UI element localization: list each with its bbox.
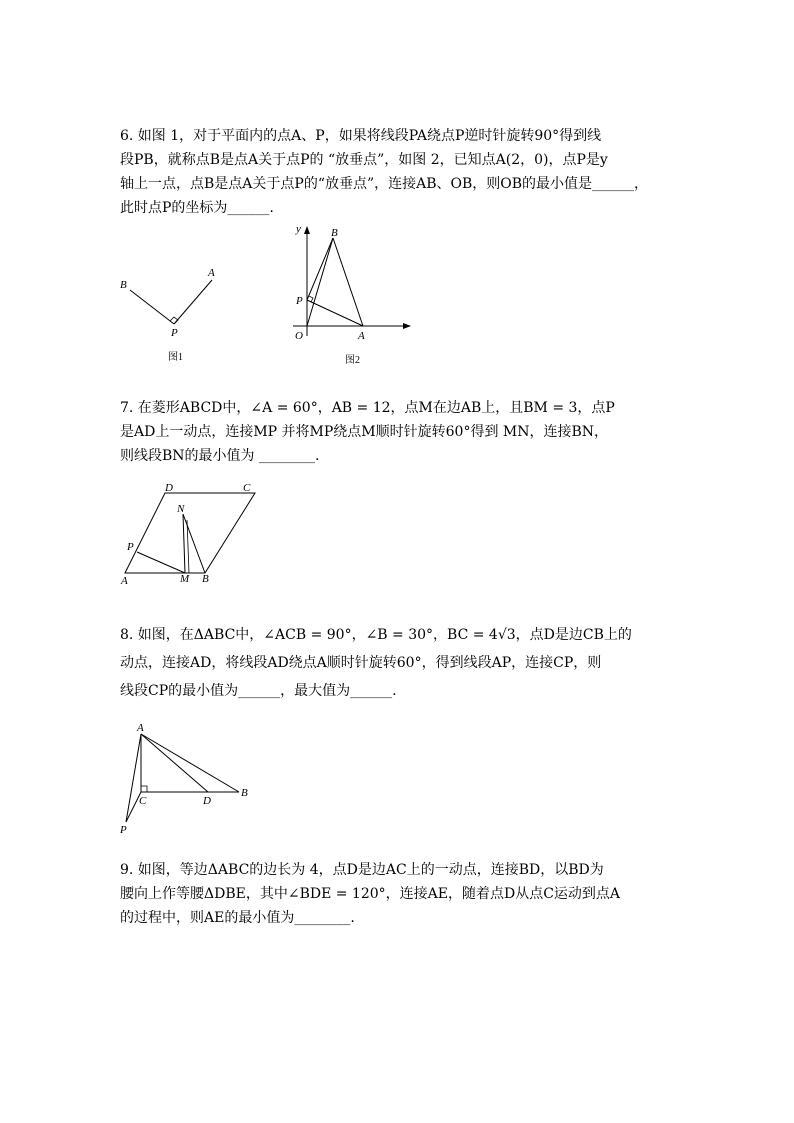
label-b: B [202,573,209,585]
question-7-line-2: 是AD上一动点，连接MP 并将MP绕点M顺时针旋转60°得到 MN，连接BN， [120,424,609,440]
label-n: N [177,503,185,515]
figure-1-right-angle [112,258,232,368]
question-7 [120,396,680,468]
segment-pm [137,552,185,573]
segment-pa [174,280,212,324]
label-b: B [241,787,248,799]
label-b: B [120,279,127,291]
figure-rhombus [115,484,265,588]
label-o: O [295,330,303,342]
question-6-line-4: 此时点P的坐标为______. [120,200,274,216]
question-8-line-3: 线段CP的最小值为______，最大值为______. [120,683,397,699]
question-9-line-1: 9. 如图，等边ΔABC的边长为 4，点D是边AC上的一动点，连接BD，以BD为 [120,862,604,878]
caption-fig2: 图2 [345,355,360,366]
question-7-line-3: 则线段BN的最小值为 ________. [120,448,320,464]
label-b: B [331,227,338,239]
segment-ob [307,238,333,326]
question-7-line-1: 7. 在菱形ABCD中，∠A = 60°，AB = 12，点M在边AB上，且BM = 3，点P [120,400,615,416]
caption-fig1: 图1 [168,352,183,363]
label-m: M [180,573,190,585]
label-y: y [296,223,301,235]
question-9-line-3: 的过程中，则AE的最小值为________. [120,910,355,926]
label-a: A [121,575,128,587]
x-axis-arrow [403,323,411,329]
segment-ab [141,734,239,792]
segment-mn [183,514,185,573]
figure-right-triangle [112,716,262,838]
label-c: C [139,795,147,807]
question-6-line-3: 轴上一点，点B是点A关于点P的“放垂点”，连接AB、OB，则OB的最小值是______， [120,176,649,192]
question-6-line-2: 段PB，就称点B是点A关于点P的 “放垂点”，如图 2，已知点A(2，0)，点P是y [120,152,608,168]
segment-nb [183,514,205,573]
segment-ad [141,734,208,792]
segment-pb [130,290,174,324]
question-6 [120,124,680,220]
segment-pb [307,238,333,300]
y-axis-arrow [304,226,310,234]
question-8 [120,621,680,705]
label-d: D [165,484,173,494]
label-p: P [120,824,127,836]
question-9 [120,858,680,930]
label-d: D [203,795,211,807]
segment-ab [333,238,363,326]
label-p: P [171,327,178,339]
question-6-line-1: 6. 如图 1，对于平面内的点A、P，如果将线段PA绕点P逆时针旋转90°得到线 [120,128,602,144]
label-a: A [137,722,144,734]
question-9-line-2: 腰向上作等腰ΔDBE，其中∠BDE = 120°，连接AE，随着点D从点C运动到点A [120,886,621,902]
label-a: A [208,267,215,279]
figure-2-coordinate [285,218,415,373]
label-p: P [127,541,134,553]
question-8-line-2: 动点，连接AD，将线段AD绕点A顺时针旋转60°，得到线段AP，连接CP，则 [120,655,602,671]
segment-pa [307,300,363,326]
label-p: P [296,295,303,307]
segment-ap [126,734,141,822]
right-angle-mark [141,786,147,792]
label-a: A [358,330,365,342]
question-8-line-1: 8. 如图，在ΔABC中，∠ACB = 90°，∠B = 30°，BC = 4√3，点D是边CB上的 [120,627,632,643]
label-c: C [243,484,251,494]
